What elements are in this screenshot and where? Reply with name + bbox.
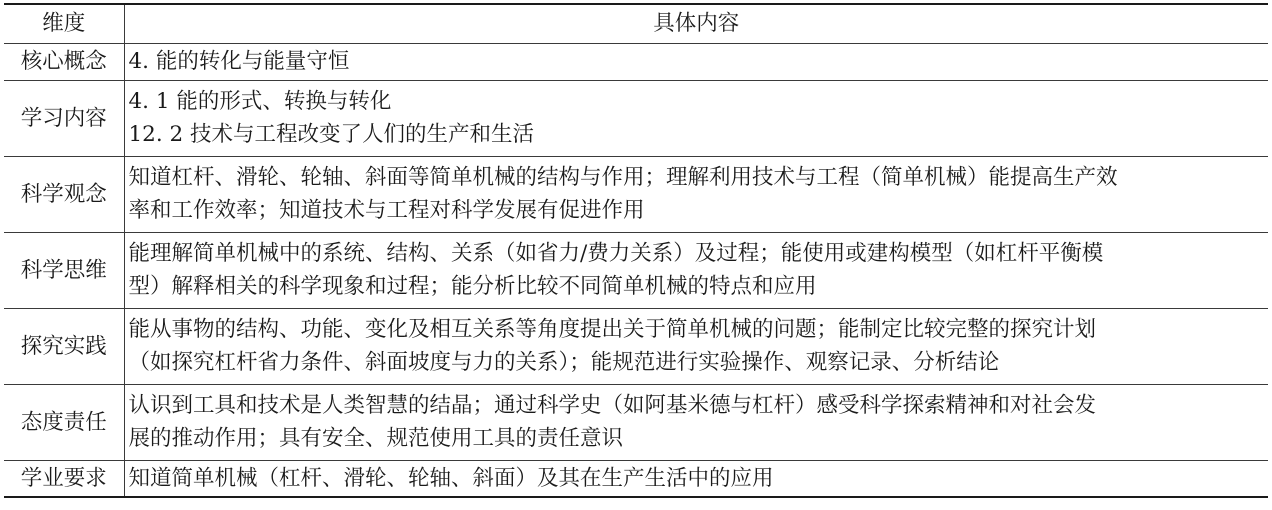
row-scientific-thinking [4, 232, 1268, 308]
dimension-cell: 态度责任 [4, 384, 124, 460]
content-line: 4. 1 能的形式、转换与转化 [128, 89, 392, 114]
dimension-cell: 探究实践 [4, 308, 124, 384]
row-inquiry-practice [4, 308, 1268, 384]
row-academic-requirements [4, 460, 1268, 497]
content-cell [124, 80, 1268, 156]
content-line: 12. 2 技术与工程改变了人们的生产和生活 [128, 122, 535, 147]
header-dimension: 维度 [4, 4, 124, 43]
content-line: 能理解简单机械中的系统、结构、关系（如省力/费力关系）及过程；能使用或建构模型（如杠杆平衡模 [128, 241, 1104, 266]
content-cell [124, 156, 1268, 232]
content-cell [124, 460, 1268, 497]
content-cell [124, 43, 1268, 80]
content-cell [124, 384, 1268, 460]
content-line: 展的推动作用；具有安全、规范使用工具的责任意识 [128, 426, 624, 451]
dimension-cell: 核心概念 [4, 43, 124, 80]
content-cell [124, 232, 1268, 308]
content-line: 知道简单机械（杠杆、滑轮、轮轴、斜面）及其在生产生活中的应用 [128, 465, 774, 491]
content-line: 能从事物的结构、功能、变化及相互关系等角度提出关于简单机械的问题；能制定比较完整的探究计划 [128, 317, 1097, 342]
content-line: 型）解释相关的科学现象和过程；能分析比较不同简单机械的特点和应用 [128, 274, 817, 299]
content-cell [124, 308, 1268, 384]
content-line: 认识到工具和技术是人类智慧的结晶；通过科学史（如阿基米德与杠杆）感受科学探索精神和对社会发 [128, 393, 1097, 418]
row-learning-content [4, 80, 1268, 156]
row-scientific-concepts [4, 156, 1268, 232]
table-header-row [4, 4, 1268, 43]
row-attitude-responsibility [4, 384, 1268, 460]
header-content: 具体内容 [124, 4, 1268, 43]
content-line: （如探究杠杆省力条件、斜面坡度与力的关系）；能规范进行实验操作、观察记录、分析结论 [128, 350, 1000, 375]
content-line: 4. 能的转化与能量守恒 [128, 49, 350, 74]
dimension-cell: 学习内容 [4, 80, 124, 156]
content-line: 率和工作效率；知道技术与工程对科学发展有促进作用 [128, 198, 645, 223]
content-line: 知道杠杆、滑轮、轮轴、斜面等简单机械的结构与作用；理解利用技术与工程（简单机械）能提高生产效 [128, 165, 1118, 190]
dimension-cell: 科学思维 [4, 232, 124, 308]
dimension-cell: 科学观念 [4, 156, 124, 232]
dimension-cell: 学业要求 [4, 460, 124, 497]
curriculum-table [4, 3, 1268, 498]
row-core-concept [4, 43, 1268, 80]
